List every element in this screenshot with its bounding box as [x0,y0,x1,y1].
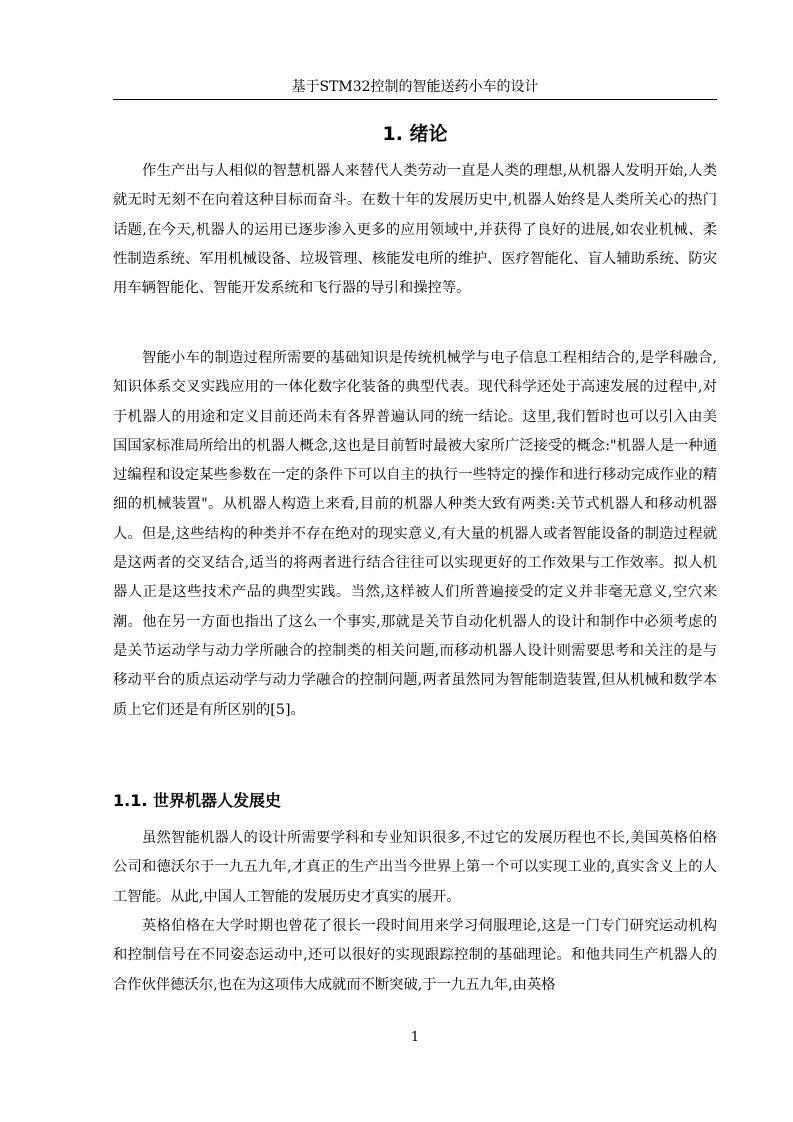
section-paragraph-1: 作生产出与人相似的智慧机器人来替代人类劳动一直是人类的理想,从机器人发明开始,人类就无时无刻不在向着这种目标而奋斗。在数十年的发展历史中,机器人始终是人类所关心的热门话题,在今天,机器人的运用已逐步渗入更多的应用领域中,并获得了良好的进展,如农业机械、柔性制造系统、军用机械设备、垃圾管理、核能发电所的维护、医疗智能化、盲人辅助系统、防灾用车辆智能化、智能开发系统和飞行器的导引和操控等。 [113,163,717,297]
subsection-heading: 1.1. 世界机器人发展史 [113,791,281,810]
running-header: 基于STM32控制的智能送药小车的设计 [291,79,539,95]
header-divider [113,99,717,100]
page-number: 1 [410,1030,420,1045]
section-paragraph-2: 智能小车的制造过程所需要的基础知识是传统机械学与电子信息工程相结合的,是学科融合,知识体系交叉实践应用的一体化数字化装备的典型代表。现代科学还处于高速发展的过程中,对于机器人的用途和定义目前还尚未有各界普遍认同的统一结论。这里,我们暂时也可以引入由美国国家标准局所给出的机器人概念,这也是目前暂时最被大家所广泛接受的概念:"机器人是一种通过编程和设定某些参数在一定的条件下可以自主的执行一些特定的操作和进行移动完成作业的精细的机械装置"。从机器人构造上来看,目前的机器人种类大致有两类:关节式机器人和移动机器人。但是,这些结构的种类并不存在绝对的现实意义,有大量的机器人或者智能设备的制造过程就是这两者的交叉结合,适当的将两者进行结合往往可以实现更好的工作效果与工作效率。拟人机器人正是这些技术产品的典型实践。当然,这样被人们所普遍接受的定义并非毫无意义,空穴来潮。他在另一方面也指出了这么一个事实,那就是关节自动化机器人的设计和制作中必须考虑的是关节运动学与动力学所融合的控制类的相关问题,而移动机器人设计则需要思考和关注的是与移动平台的质点运动学与动力学融合的控制问题,两者虽然同为智能制造装置,但从机械和数学本质上它们还是有所区别的[5]。 [113,350,717,718]
section-heading: 1. 绪论 [382,123,448,145]
subsection-paragraph-1: 虽然智能机器人的设计所需要学科和专业知识很多,不过它的发展历程也不长,美国英格伯格公司和德沃尔于一九五九年,才真正的生产出当今世界上第一个可以实现工业的,真实含义上的人工智能。从此,中国人工智能的发展历史才真实的展开。 [113,830,717,905]
subsection-paragraph-2: 英格伯格在大学时期也曾花了很长一段时间用来学习伺服理论,这是一门专门研究运动机构和控制信号在不同姿态运动中,还可以很好的实现跟踪控制的基础理论。和他共同生产机器人的合作伙伴德沃尔,也在为这项伟大成就而不断突破,于一九五九年,由英格 [113,918,717,993]
